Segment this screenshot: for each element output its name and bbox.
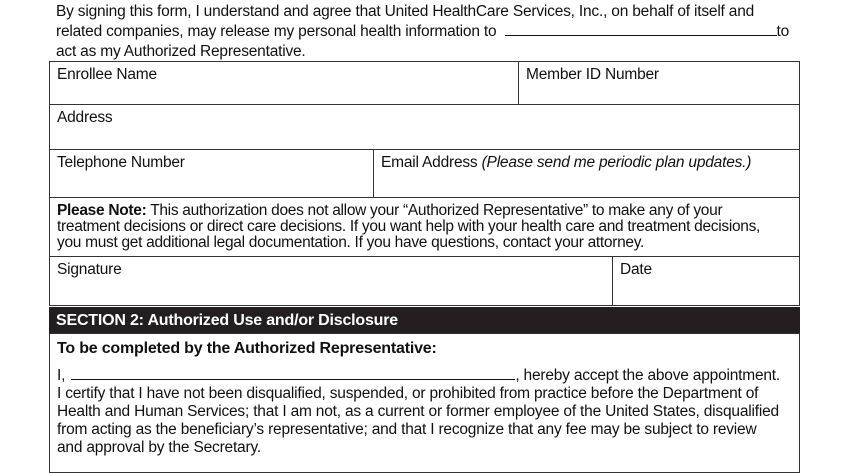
section-2-line-4: from acting as the beneficiary’s representative; and that I recognize that any fee may be subject to review (57, 421, 757, 438)
signature-field[interactable] (49, 256, 613, 306)
telephone-label: Telephone Number (57, 154, 185, 171)
representative-name-blank[interactable] (505, 22, 777, 36)
section-2-subtitle: To be completed by the Authorized Representative: (57, 340, 437, 357)
section-2-line-5: and approval by the Secretary. (57, 439, 261, 456)
member-id-field[interactable] (518, 61, 800, 105)
please-note-heading: Please Note: (57, 202, 147, 219)
intro-line-1: By signing this form, I understand and agree that United HealthCare Services, Inc., on behalf of itself and (56, 3, 755, 20)
section-2-line-1-start: I, (57, 367, 66, 384)
authorization-form (49, 0, 800, 456)
please-note-line-2: treatment decisions or direct care decisions. If you want help with your health care and treatment decisions, (57, 218, 761, 235)
enrollee-name-field[interactable] (49, 61, 519, 105)
intro-line-2-end: to (776, 23, 790, 40)
email-note: (Please send me periodic plan updates.) (481, 154, 752, 171)
section-2-line-2: I certify that I have not been disqualified, suspended, or prohibited from practice before the Department of (57, 385, 759, 402)
email-label-group (381, 153, 751, 172)
address-label: Address (57, 109, 113, 126)
telephone-field[interactable] (49, 149, 374, 198)
please-note-line-1-text: This authorization does not allow your “Authorized Representative” to make any of your (150, 202, 723, 219)
member-id-label: Member ID Number (526, 66, 659, 83)
section-2-line-3: Health and Human Services; that I am not, as a current or former employee of the United States, disqualified (57, 403, 779, 420)
signature-label: Signature (57, 261, 122, 278)
please-note-box (49, 197, 800, 257)
section-2-box (49, 333, 800, 473)
email-label: Email Address (381, 154, 478, 171)
email-field[interactable] (373, 149, 800, 198)
intro-line-3: act as my Authorized Representative. (56, 43, 306, 60)
section-2-line-1-end: , hereby accept the above appointment. (515, 367, 781, 384)
section-2-line-1 (57, 366, 780, 385)
date-label: Date (620, 261, 652, 278)
section-2-header: SECTION 2: Authorized Use and/or Disclosure (49, 307, 800, 334)
date-field[interactable] (612, 256, 800, 306)
enrollee-name-label: Enrollee Name (57, 66, 157, 83)
intro-line-2 (56, 22, 789, 41)
please-note-line-3: you must get additional legal documentation. If you have questions, contact your attorney. (57, 234, 645, 251)
representative-signature-blank[interactable] (71, 366, 515, 380)
intro-line-2-text: related companies, may release my personal health information to (56, 23, 497, 40)
address-field[interactable] (49, 104, 800, 150)
